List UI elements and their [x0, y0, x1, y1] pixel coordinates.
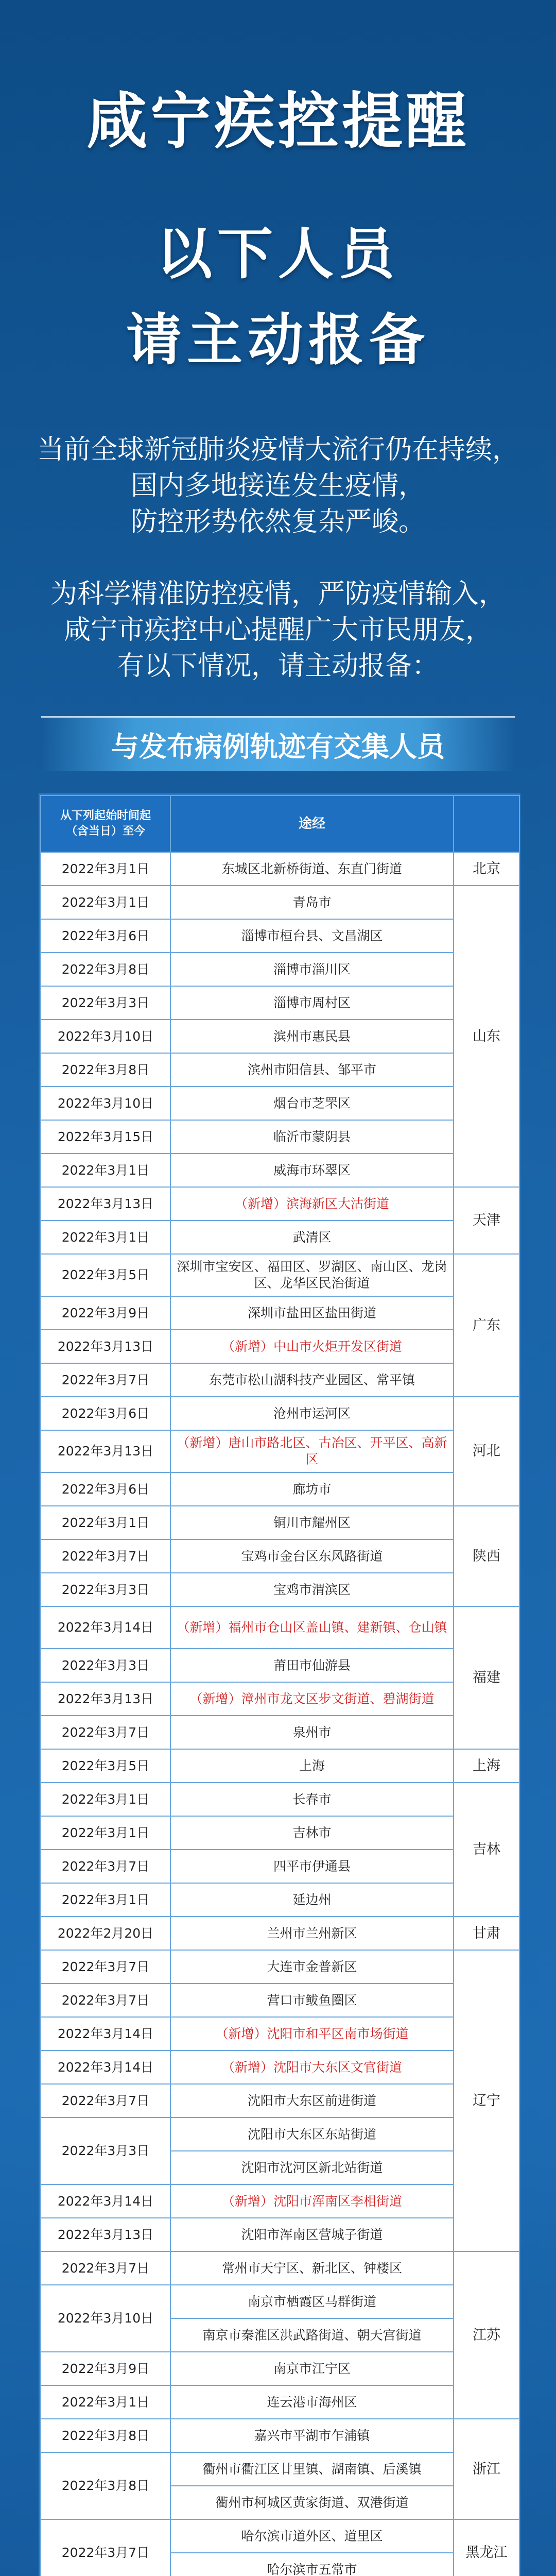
table-row — [41, 1984, 519, 2017]
cell-route: 深圳市盐田区盐田街道 — [170, 1296, 454, 1330]
cell-date: 2022年3月7日 — [41, 2251, 170, 2285]
table-row — [41, 2419, 519, 2452]
cell-province: 浙江 — [454, 2419, 519, 2519]
cell-date: 2022年3月13日 — [41, 2218, 170, 2251]
cell-date: 2022年3月10日 — [41, 2285, 170, 2352]
cell-route: 嘉兴市平湖市乍浦镇 — [170, 2419, 454, 2452]
cell-date: 2022年3月14日 — [41, 2184, 170, 2218]
cell-date: 2022年3月14日 — [41, 1606, 170, 1649]
cell-date: 2022年3月5日 — [41, 1749, 170, 1783]
table-row — [41, 1649, 519, 1682]
cell-route: 沈阳市浑南区营城子街道 — [170, 2218, 454, 2251]
table-row — [41, 1783, 519, 1816]
table-row — [41, 2385, 519, 2419]
table-row — [41, 2050, 519, 2084]
table-row — [41, 2352, 519, 2385]
cell-date: 2022年3月1日 — [41, 852, 170, 886]
header-time-line: 从下列起始时间起 — [60, 809, 151, 822]
cell-route: 营口市鲅鱼圈区 — [170, 1984, 454, 2017]
cell-route: 泉州市 — [170, 1716, 454, 1749]
table-row — [41, 1816, 519, 1850]
cell-date: 2022年3月6日 — [41, 1472, 170, 1506]
table-row — [41, 1397, 519, 1430]
cell-date: 2022年3月6日 — [41, 919, 170, 953]
table-row — [41, 1087, 519, 1120]
cell-date: 2022年3月8日 — [41, 2419, 170, 2452]
cell-route: 长春市 — [170, 1783, 454, 1816]
cell-date: 2022年3月3日 — [41, 1649, 170, 1682]
route-table — [40, 795, 520, 2576]
cell-route: 大连市金普新区 — [170, 1950, 454, 1984]
cell-province: 广东 — [454, 1254, 519, 1397]
table-row — [41, 2084, 519, 2117]
table-row — [41, 1154, 519, 1187]
cell-route: 南京市江宁区 — [170, 2352, 454, 2385]
table-row — [41, 2251, 519, 2285]
cell-route: （新增）漳州市龙文区步文街道、碧湖街道 — [170, 1682, 454, 1716]
table-row — [41, 1539, 519, 1573]
table-row — [41, 2285, 519, 2318]
header-route: 途经 — [170, 795, 454, 852]
cell-date: 2022年3月1日 — [41, 886, 170, 919]
cell-date: 2022年3月7日 — [41, 1363, 170, 1397]
table-row — [41, 1330, 519, 1363]
cell-date: 2022年3月1日 — [41, 1783, 170, 1816]
table-row — [41, 1221, 519, 1254]
cell-date: 2022年3月3日 — [41, 986, 170, 1020]
cell-date: 2022年3月8日 — [41, 1053, 170, 1087]
table-row — [41, 1682, 519, 1716]
cell-route: 滨州市惠民县 — [170, 1020, 454, 1053]
cell-route: 威海市环翠区 — [170, 1154, 454, 1187]
table-row — [41, 2519, 519, 2553]
header-province — [454, 795, 519, 852]
cell-route: 哈尔滨市道外区、道里区 — [170, 2519, 454, 2553]
cell-route: （新增）中山市火炬开发区街道 — [170, 1330, 454, 1363]
cell-province: 福建 — [454, 1606, 519, 1749]
intro-paragraph-2 — [0, 576, 556, 684]
cell-date: 2022年3月1日 — [41, 1816, 170, 1850]
cell-date: 2022年3月6日 — [41, 1397, 170, 1430]
table-row — [41, 986, 519, 1020]
cell-province: 北京 — [454, 852, 519, 886]
cell-date: 2022年3月14日 — [41, 2017, 170, 2050]
cell-route: 宝鸡市金台区东风路街道 — [170, 1539, 454, 1573]
table-row — [41, 886, 519, 919]
cell-date: 2022年3月7日 — [41, 1984, 170, 2017]
cell-route: 沧州市运河区 — [170, 1397, 454, 1430]
table-row — [41, 2218, 519, 2251]
cell-route: 上海 — [170, 1749, 454, 1783]
table-row — [41, 1187, 519, 1221]
table-row — [41, 2452, 519, 2486]
section-banner: 与发布病例轨迹有交集人员 — [41, 716, 515, 771]
cell-route: 廊坊市 — [170, 1472, 454, 1506]
table-row — [41, 1749, 519, 1783]
page-subtitle-line1: 以下人员 — [156, 222, 399, 286]
cell-province: 山东 — [454, 886, 519, 1187]
cell-route: 延边州 — [170, 1883, 454, 1917]
table-header-row — [41, 795, 519, 852]
page-subtitle-line2: 请主动报备 — [126, 308, 430, 372]
cell-route: （新增）福州市仓山区盖山镇、建新镇、仓山镇 — [170, 1606, 454, 1649]
cell-date: 2022年3月7日 — [41, 1850, 170, 1883]
cell-province: 上海 — [454, 1749, 519, 1783]
table-row — [41, 953, 519, 986]
cell-date: 2022年3月3日 — [41, 2117, 170, 2184]
cell-date: 2022年3月1日 — [41, 1506, 170, 1539]
route-table-container — [39, 793, 520, 2576]
cell-date: 2022年3月9日 — [41, 1296, 170, 1330]
table-row — [41, 1950, 519, 1984]
table-row — [41, 2184, 519, 2218]
cell-route: （新增）唐山市路北区、古冶区、开平区、高新区 — [170, 1430, 454, 1472]
cell-route: 东城区北新桥街道、东直门街道 — [170, 852, 454, 886]
cell-route: 沈阳市大东区东站街道 — [170, 2117, 454, 2151]
cell-date: 2022年3月7日 — [41, 1716, 170, 1749]
table-row — [41, 1472, 519, 1506]
table-row — [41, 852, 519, 886]
cell-date: 2022年3月1日 — [41, 1221, 170, 1254]
cell-province: 吉林 — [454, 1783, 519, 1917]
cell-route: 兰州市兰州新区 — [170, 1917, 454, 1950]
cell-route: 淄博市周村区 — [170, 986, 454, 1020]
cell-route: 衢州市衢江区廿里镇、湖南镇、后溪镇 — [170, 2452, 454, 2486]
intro-line: 防控形势依然复杂严峻。 — [130, 506, 425, 537]
table-row — [41, 1363, 519, 1397]
cell-date: 2022年3月1日 — [41, 1154, 170, 1187]
cell-date: 2022年3月7日 — [41, 2084, 170, 2117]
cell-route: 淄博市桓台县、文昌湖区 — [170, 919, 454, 953]
table-row — [41, 1020, 519, 1053]
cell-route: 常州市天宁区、新北区、钟楼区 — [170, 2251, 454, 2285]
cell-route: （新增）沈阳市浑南区李相街道 — [170, 2184, 454, 2218]
cell-date: 2022年3月10日 — [41, 1087, 170, 1120]
table-row — [41, 1053, 519, 1087]
table-row — [41, 1254, 519, 1296]
cell-route: 四平市伊通县 — [170, 1850, 454, 1883]
cell-date: 2022年3月1日 — [41, 1883, 170, 1917]
cell-route: 青岛市 — [170, 886, 454, 919]
cell-route: 淄博市淄川区 — [170, 953, 454, 986]
table-row — [41, 1883, 519, 1917]
cell-date: 2022年3月13日 — [41, 1187, 170, 1221]
header-time — [41, 795, 170, 852]
cell-province: 河北 — [454, 1397, 519, 1506]
table-body — [41, 852, 519, 2576]
cell-date: 2022年3月13日 — [41, 1430, 170, 1472]
cell-date: 2022年3月10日 — [41, 1020, 170, 1053]
cell-route: 莆田市仙游县 — [170, 1649, 454, 1682]
cell-route: （新增）沈阳市大东区文官街道 — [170, 2050, 454, 2084]
cell-route: 连云港市海州区 — [170, 2385, 454, 2419]
cell-route: 烟台市芝罘区 — [170, 1087, 454, 1120]
table-row — [41, 1716, 519, 1749]
cell-date: 2022年3月7日 — [41, 2519, 170, 2576]
intro-line: 咸宁市疾控中心提醒广大市民朋友， — [63, 615, 492, 646]
cell-province: 陕西 — [454, 1506, 519, 1606]
cell-date: 2022年3月14日 — [41, 2050, 170, 2084]
intro-line: 当前全球新冠肺炎疫情大流行仍在持续， — [37, 434, 519, 465]
cell-route: （新增）沈阳市和平区南市场街道 — [170, 2017, 454, 2050]
cell-route: 哈尔滨市五常市 — [170, 2553, 454, 2576]
header-time-line: （含当日）至今 — [65, 825, 145, 838]
cell-date: 2022年3月13日 — [41, 1682, 170, 1716]
table-row — [41, 919, 519, 953]
cell-route: （新增）滨海新区大沽街道 — [170, 1187, 454, 1221]
cell-date: 2022年3月15日 — [41, 1120, 170, 1154]
cell-date: 2022年3月13日 — [41, 1330, 170, 1363]
table-row — [41, 1120, 519, 1154]
cell-route: 南京市秦淮区洪武路街道、朝天宫街道 — [170, 2318, 454, 2352]
cell-date: 2022年3月8日 — [41, 2452, 170, 2519]
table-row — [41, 1606, 519, 1649]
cell-province: 辽宁 — [454, 1950, 519, 2251]
table-row — [41, 2117, 519, 2151]
cell-route: 东莞市松山湖科技产业园区、常平镇 — [170, 1363, 454, 1397]
table-row — [41, 1850, 519, 1883]
cell-date: 2022年3月5日 — [41, 1254, 170, 1296]
table-row — [41, 2017, 519, 2050]
cell-date: 2022年3月8日 — [41, 953, 170, 986]
table-row — [41, 1296, 519, 1330]
cell-route: 沈阳市沈河区新北站街道 — [170, 2151, 454, 2184]
cell-date: 2022年3月7日 — [41, 1950, 170, 1984]
cell-route: 武清区 — [170, 1221, 454, 1254]
table-row — [41, 1506, 519, 1539]
cell-route: 滨州市阳信县、邹平市 — [170, 1053, 454, 1087]
intro-line: 为科学精准防控疫情，严防疫情输入， — [50, 579, 506, 609]
cell-date: 2022年3月7日 — [41, 1539, 170, 1573]
cell-route: 深圳市宝安区、福田区、罗湖区、南山区、龙岗区、龙华区民治街道 — [170, 1254, 454, 1296]
cell-date: 2022年3月1日 — [41, 2385, 170, 2419]
cell-province: 江苏 — [454, 2251, 519, 2419]
cell-route: 宝鸡市渭滨区 — [170, 1573, 454, 1606]
intro-line: 有以下情况，请主动报备： — [117, 651, 439, 682]
cell-province: 天津 — [454, 1187, 519, 1254]
cell-route: 南京市栖霞区马群街道 — [170, 2285, 454, 2318]
intro-paragraph-1 — [0, 432, 556, 540]
table-row — [41, 1917, 519, 1950]
cell-route: 衢州市柯城区黄家街道、双港街道 — [170, 2486, 454, 2519]
page-title: 咸宁疾控提醒 — [86, 86, 470, 157]
cell-route: 铜川市耀州区 — [170, 1506, 454, 1539]
table-row — [41, 1430, 519, 1472]
table-row — [41, 1573, 519, 1606]
cell-route: 临沂市蒙阴县 — [170, 1120, 454, 1154]
cell-province: 黑龙江 — [454, 2519, 519, 2576]
cell-route: 吉林市 — [170, 1816, 454, 1850]
cell-route: 沈阳市大东区前进街道 — [170, 2084, 454, 2117]
cell-date: 2022年3月3日 — [41, 1573, 170, 1606]
cell-date: 2022年2月20日 — [41, 1917, 170, 1950]
cell-date: 2022年3月9日 — [41, 2352, 170, 2385]
cell-province: 甘肃 — [454, 1917, 519, 1950]
intro-line: 国内多地接连发生疫情， — [130, 470, 425, 501]
